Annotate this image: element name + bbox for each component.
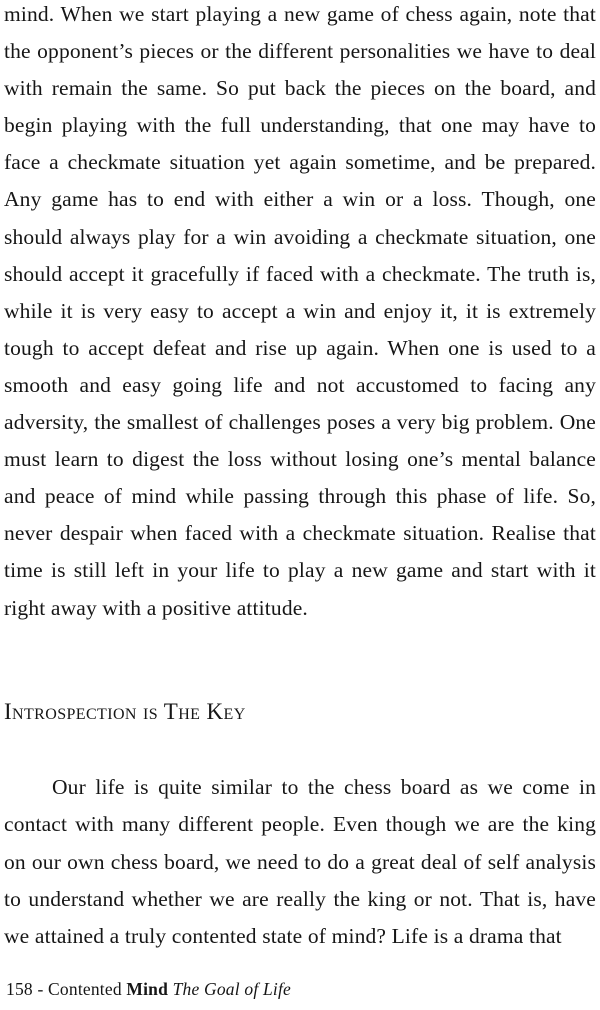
footer-separator: -: [37, 979, 44, 999]
body-paragraph-2: Our life is quite similar to the chess board as we come in contact with many different people. Even though we are the king on our own chess board, we need to do a great deal of self analysis to understand whether we are really the king or not. That is, have we attained a truly contented state of mind? Life is a drama that: [4, 775, 596, 949]
running-title-contented: Contented: [48, 979, 122, 999]
page-footer: [6, 977, 291, 1001]
page-number: 158: [6, 979, 33, 999]
running-title-mind: Mind: [126, 979, 169, 999]
section-heading: Introspection is The Key: [4, 699, 246, 724]
running-title-subtitle: The Goal of Life: [172, 979, 292, 999]
body-paragraph-1: mind. When we start playing a new game of chess again, note that the opponent’s pieces or the different personalities we have to deal with remain the same. So put back the pieces on the board, and begin playing with the full understanding, that one may have to face a checkmate situation yet again sometime, and be prepared. Any game has to end with either a win or a loss. Though, one should always play for a win avoiding a checkmate situation, one should accept it gracefully if faced with a checkmate. The truth is, while it is very easy to accept a win and enjoy it, it is extremely tough to accept defeat and rise up again. When one is used to a smooth and easy going life and not accustomed to facing any adversity, the smallest of challenges poses a very big problem. One must learn to digest the loss without losing one’s mental balance and peace of mind while passing through this phase of life. So, never despair when faced with a checkmate situation. Realise that time is still left in your life to play a new game and start with it right away with a positive attitude.: [4, 2, 596, 620]
